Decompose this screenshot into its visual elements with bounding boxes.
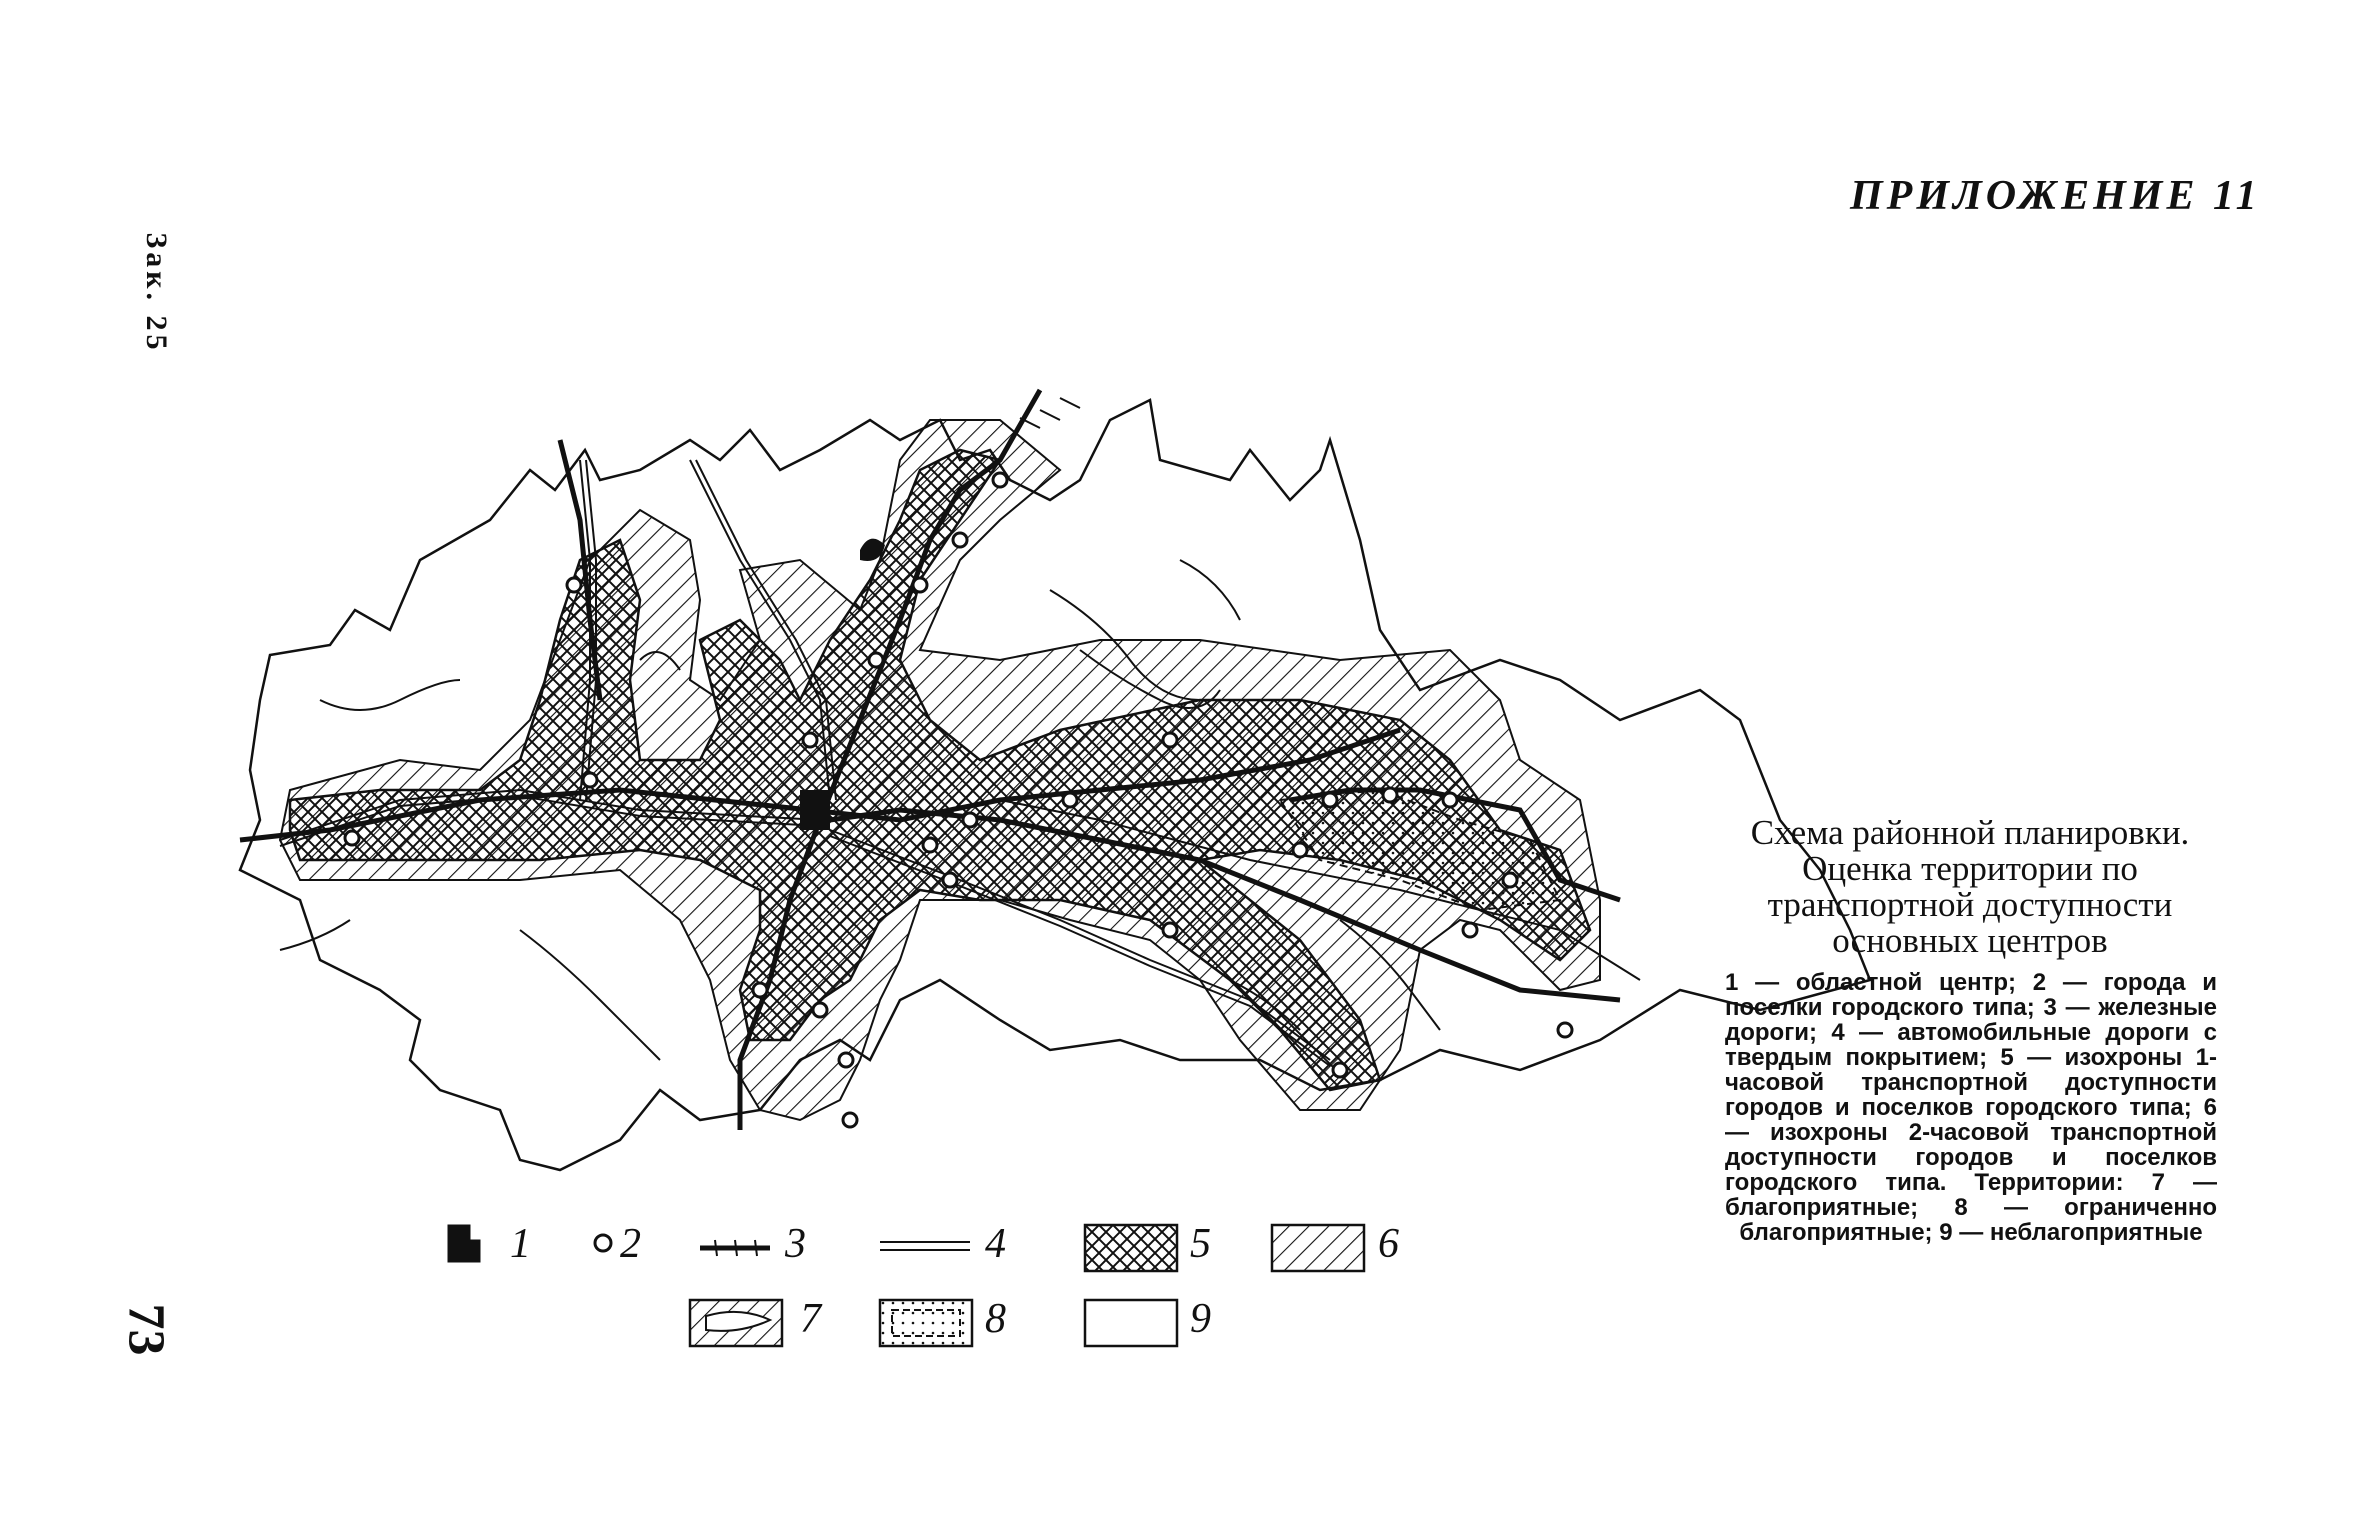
page-number: 73	[117, 1303, 175, 1356]
figure-title: Схема районной планировки. Оценка территории по транспортной доступности основных центров	[1750, 813, 2190, 960]
figure-legend-text	[1725, 970, 2217, 1245]
legend-label-7: 7	[800, 1296, 821, 1342]
appendix-title: ПРИЛОЖЕНИЕ 11	[1850, 173, 2261, 219]
legend-label-9: 9	[1190, 1296, 1211, 1342]
regional-center-marker	[800, 790, 830, 830]
legend-symbols	[448, 1225, 1364, 1346]
legend-label-4: 4	[985, 1221, 1006, 1267]
order-number-note: Зак. 25	[140, 232, 173, 354]
legend-label-3: 3	[785, 1221, 806, 1267]
legend-label-2: 2	[620, 1221, 641, 1267]
legend-label-6: 6	[1378, 1221, 1399, 1267]
figure-legend-paragraph: 1 — областной центр; 2 — города и поселки городского типа; 3 — железные дороги; 4 — автомобильные дороги с твердым покрытием; 5 — изохроны 1-часовой транспортной доступности городов и поселков городского типа; 6 — изохроны 2-часовой транспортной доступности городов и поселков городского типа. Территории: 7 — благоприятные; 8 — ограниченно благоприятные; 9 — неблагоприятные	[1725, 969, 2217, 1246]
legend-label-8: 8	[985, 1296, 1006, 1342]
legend-label-5: 5	[1190, 1221, 1211, 1267]
legend-label-1: 1	[510, 1221, 531, 1267]
